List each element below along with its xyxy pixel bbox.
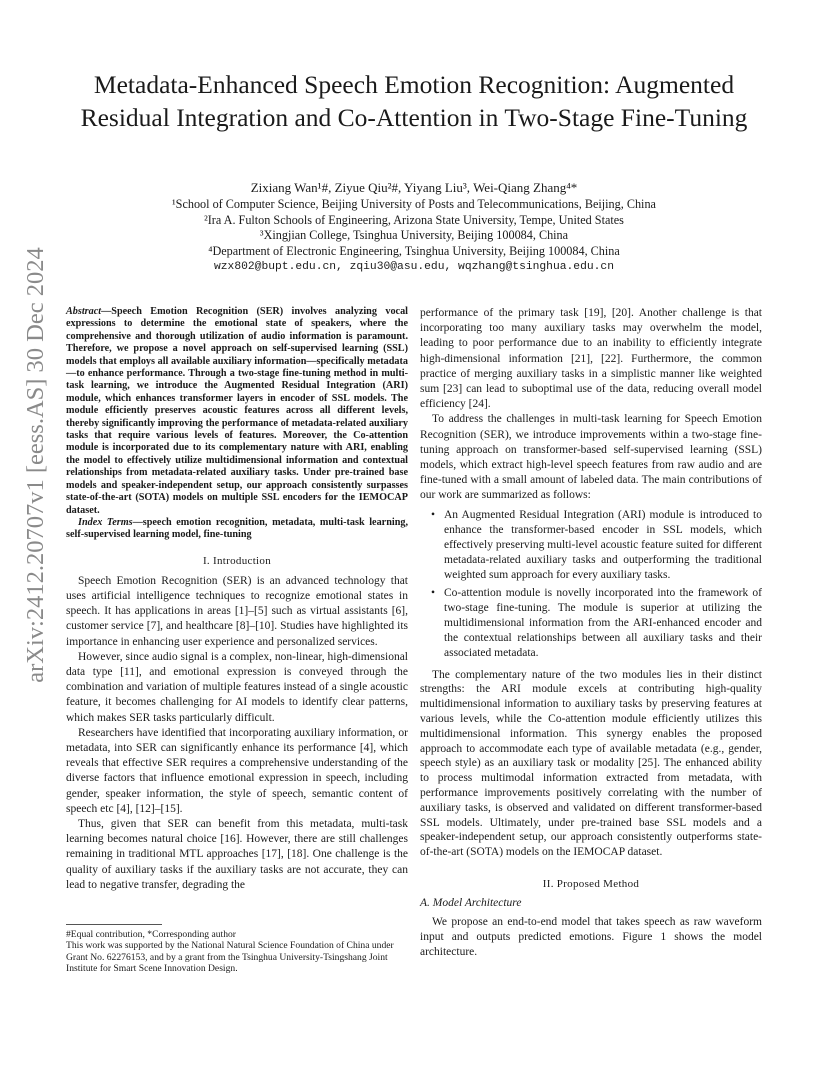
contribution-list xyxy=(420,508,762,662)
affiliation-2: ²Ira A. Fulton Schools of Engineering, Arizona State University, Tempe, United States xyxy=(204,212,624,227)
arxiv-id: arXiv:2412.20707v1 [eess.AS] 30 Dec 2024 xyxy=(22,247,49,683)
right-column xyxy=(420,306,762,961)
intro-paragraph-3: Researchers have identified that incorporating auxiliary information, or metadata, into SER can significantly enhance its performance [4], which reveals that effective SER requires a comprehensive understanding of the diverse factors that influence emotional expression in speech, including gender, speaker information, the style of speech, semantic content of speech etc [4], [12]–[15]. xyxy=(66,726,408,815)
index-terms xyxy=(66,517,408,542)
arxiv-sidebar-stamp xyxy=(22,247,49,683)
contribution-item-2: • Co-attention module is novelly incorporated into the framework of two-stage fine-tuning. The module is superior at utilizing the multidimensional information from the ARI-enhanced encoder and the contextual relationships between all auxiliary tasks and their associated metadata. xyxy=(444,586,762,662)
affiliation-3: ³Xingjian College, Tsinghua University, Beijing 100084, China xyxy=(259,228,569,243)
left-column xyxy=(66,306,408,893)
section-heading-introduction: I. Introduction xyxy=(202,554,272,567)
intro-paragraph-4: Thus, given that SER can benefit from this metadata, multi-task learning becomes natural choice [16]. However, there are still challenges remaining in traditional MTL approaches [17], [18]. One challenge is the quality of auxiliary tasks if the auxiliary tasks are not accurate, they can lead to negative transfer, degrading the xyxy=(66,817,408,891)
intro-paragraph-2: However, since audio signal is a complex, non-linear, high-dimensional data type [11], and emotional expression is conveyed through the combination and variation of multiple features instead of a single acoustic feature, it becomes challenging for AI models to identify clear patterns, which makes SER tasks particularly difficult. xyxy=(66,650,408,724)
author-emails: wzx802@bupt.edu.cn, zqiu30@asu.edu, wqzhang@tsinghua.edu.cn xyxy=(214,260,614,273)
right-paragraph-3: The complementary nature of the two modules lies in their distinct strengths: the ARI module excels at contributing high-quality multidimensional information to auxiliary tasks by preserving features at various levels, while the Co-attention module efficiently utilizes this multidimensional information. This synergy enables the proposed approach to accommodate each type of available metadata (e.g., gender, speech style) as an auxiliary task or modality [25]. The enhanced ability to process multimodal information extracted from metadata, with performance improvements positively correlating with the number of auxiliary tasks, is observed and validated on different transformer-based SSL models. Ultimately, under pre-trained base SSL models and a speaker-independent setup, our approach consistently outperforms state-of-the-art (SOTA) models on the IEMOCAP dataset. xyxy=(420,668,762,859)
footnote-equal-contribution: #Equal contribution, *Corresponding author xyxy=(66,929,236,940)
affiliation-4: ⁴Department of Electronic Engineering, Tsinghua University, Beijing 100084, China xyxy=(208,244,620,259)
footnote-rule xyxy=(66,924,162,925)
intro-paragraph-1: Speech Emotion Recognition (SER) is an advanced technology that uses artificial intelligence techniques to recognize emotional states in speech. It has applications in areas [1]–[5] such as virtual assistants [6], customer service [7], and healthcare [8]–[10]. Studies have highlighted its importance in enhancing user experience and personalized services. xyxy=(66,574,408,648)
section-heading-proposed-method: II. Proposed Method xyxy=(542,878,640,891)
right-paragraph-1: performance of the primary task [19], [20]. Another challenge is that incorporating too many auxiliary tasks may overwhelm the model, leading to poor performance due to an inability to efficiently integrate high-dimensional information [21], [22]. Furthermore, the common practice of merging auxiliary tasks in a simplistic manner like weighted sum [23] can lead to suboptimal use of the data, reducing overall model efficiency [24]. xyxy=(420,307,762,411)
footnote-funding: This work was supported by the National Natural Science Foundation of China under Grant No. 62276153, and by a grant from the Tsinghua University-Tsingshang Joint Institute for Smart Scene Innovation Design. xyxy=(66,940,394,975)
abstract-text: —Speech Emotion Recognition (SER) involves analyzing vocal expressions to determine the emotional state of speakers, where the comprehensive and thorough utilization of audio information is paramount. Therefore, we propose a novel approach on self-supervised learning (SSL) models that employs all available auxiliary information—specifically metadata—to enhance performance. Through a two-stage fine-tuning method in multi-task learning, we introduce the Augmented Residual Integration (ARI) module, which enhances transformer layers in encoder of SSL models. The module efficiently preserves acoustic features across all different levels, thereby significantly improving the performance of metadata-related auxiliary tasks that require various levels of features. Moreover, the Co-attention module is incorporated due to its complementary nature with ARI, enabling the model to effectively utilize multidimensional information and contextual relationships from metadata-related auxiliary tasks. Under pre-trained base models and speaker-independent setup, our approach consistently surpasses state-of-the-art (SOTA) models on multiple SSL encoders for the IEMOCAP dataset. xyxy=(66,306,408,516)
affiliation-1: ¹School of Computer Science, Beijing University of Posts and Telecommunications, Beijing, China xyxy=(172,196,656,211)
footnote xyxy=(66,924,408,975)
right-paragraph-2: To address the challenges in multi-task learning for Speech Emotion Recognition (SER), we introduce improvements within a two-stage fine-tuning approach on transformer-based self-supervised learning (SSL) models, which extract high-level speech features from raw audio and are fine-tuned with a small amount of labeled data. The main contributions of our work are summarized as follows: xyxy=(420,413,762,502)
author-names: Zixiang Wan¹#, Ziyue Qiu²#, Yiyang Liu³, Wei-Qiang Zhang⁴* xyxy=(250,180,578,195)
index-terms-lead: Index Terms xyxy=(78,516,133,528)
abstract-lead: Abstract xyxy=(66,306,102,317)
index-terms-text: —speech emotion recognition, metadata, multi-task learning, self-supervised learning model, fine-tuning xyxy=(66,516,408,541)
author-block xyxy=(70,180,758,276)
paper-title: Metadata-Enhanced Speech Emotion Recognition: Augmented Residual Integration and Co-Attention in Two-Stage Fine-Tuning xyxy=(80,70,748,132)
contribution-item-1: • An Augmented Residual Integration (ARI) module is introduced to enhance the transformer-based encoder in SSL models, which effectively preserving multi-level acoustic feature suited for different metadata-related auxiliary tasks and outperforming the traditional weighted sum approach for every auxiliary tasks. xyxy=(444,508,762,584)
method-paragraph-1: We propose an end-to-end model that takes speech as raw waveform input and outputs predicted emotions. Figure 1 shows the model architecture. xyxy=(420,916,762,959)
subsection-heading-model-architecture: A. Model Architecture xyxy=(420,897,522,910)
abstract xyxy=(66,306,408,517)
